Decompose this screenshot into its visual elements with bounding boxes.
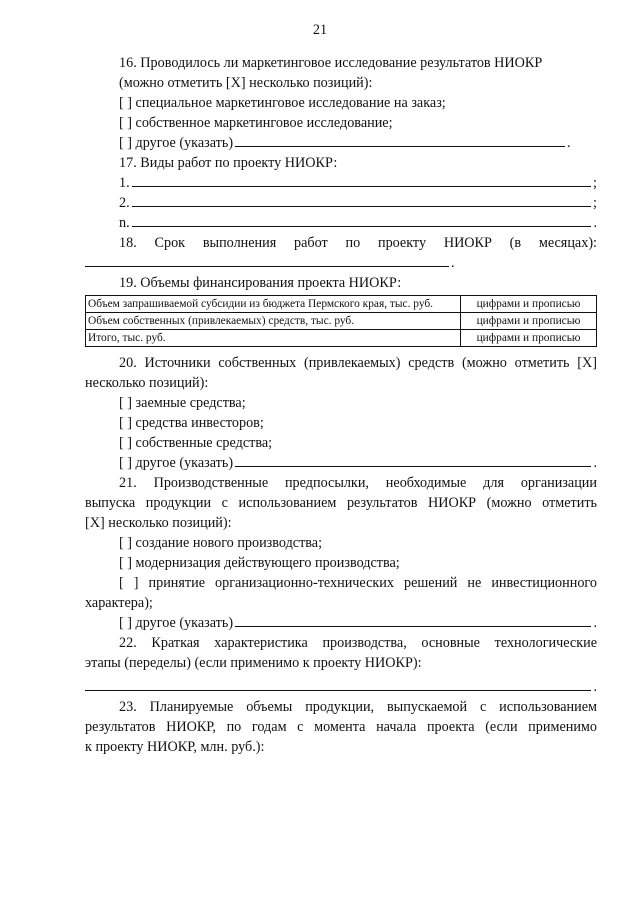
financing-label-subsidy: Объем запрашиваемой субсидии из бюджета Пермского края, тыс. руб. (86, 296, 461, 313)
form-content (85, 53, 597, 757)
q17-item-n (85, 213, 597, 233)
q20-option-loans: [ ] заемные средства; (119, 395, 246, 411)
q17-title: 17. Виды работ по проекту НИОКР: (119, 155, 338, 171)
financing-table (85, 295, 597, 347)
q22-answer-end: . (593, 679, 597, 695)
q17-item-n-blank[interactable] (132, 213, 592, 227)
q17-item-1-end: ; (593, 175, 597, 191)
q17-item-2-blank[interactable] (132, 193, 591, 207)
q17-item-2-end: ; (593, 195, 597, 211)
financing-label-own-funds: Объем собственных (привлекаемых) средств, тыс. руб. (86, 313, 461, 330)
q20-title-line1: 20. Источники собственных (привлекаемых) средств (можно отметить [X] (119, 355, 597, 371)
page-number: 21 (312, 22, 328, 38)
q21-option-modernization: [ ] модернизация действующего производства; (119, 555, 400, 571)
q17-item-n-end: . (593, 215, 597, 231)
q17-item-n-number: n. (119, 215, 130, 231)
q16-other-end: . (567, 135, 571, 151)
q23-title-line2: результатов НИОКР, по годам с момента начала проекта (если применимо (85, 719, 597, 735)
table-row (86, 313, 597, 330)
q21-option-org-decisions-line1: [ ] принятие организационно-технических решений не инвестиционного (119, 575, 597, 591)
table-row (86, 296, 597, 313)
q20-option-other (85, 453, 597, 473)
q20-other-blank[interactable] (235, 453, 591, 467)
financing-value-total[interactable]: цифрами и прописью (461, 330, 597, 347)
q18-text: 18. Срок выполнения работ по проекту НИОКР (в месяцах): (119, 235, 597, 251)
q18-answer-line (85, 253, 597, 273)
q20-title-line2: несколько позиций): (85, 375, 209, 391)
q17-item-1-blank[interactable] (132, 173, 591, 187)
q21-title-line3: [X] несколько позиций): (85, 515, 232, 531)
q21-title-line1: 21. Производственные предпосылки, необходимые для организации (119, 475, 597, 491)
q22-answer-line (85, 677, 597, 697)
q17-item-1 (85, 173, 597, 193)
q21-option-new-production: [ ] создание нового производства; (119, 535, 323, 551)
q21-other-blank[interactable] (235, 613, 591, 627)
q21-title-line2: выпуска продукции с использованием результатов НИОКР (можно отметить (85, 495, 597, 511)
q20-option-own-funds: [ ] собственные средства; (119, 435, 273, 451)
q20-other-label: [ ] другое (указать) (119, 455, 234, 471)
q16-option-special-study: [ ] специальное маркетинговое исследование на заказ; (119, 95, 446, 111)
q21-other-end: . (593, 615, 597, 631)
q17-item-1-number: 1. (119, 175, 130, 191)
q18-answer-blank[interactable] (85, 253, 449, 267)
q20-other-end: . (593, 455, 597, 471)
financing-label-total: Итого, тыс. руб. (86, 330, 461, 347)
q16-other-label: [ ] другое (указать) (119, 135, 234, 151)
q16-option-own-study: [ ] собственное маркетинговое исследование; (119, 115, 393, 131)
q22-title-line2: этапы (переделы) (если применимо к проекту НИОКР): (85, 655, 422, 671)
q21-other-label: [ ] другое (указать) (119, 615, 234, 631)
q23-title-line3: к проекту НИОКР, млн. руб.): (85, 739, 265, 755)
q16-title-line2: (можно отметить [X] несколько позиций): (119, 75, 373, 91)
financing-value-own-funds[interactable]: цифрами и прописью (461, 313, 597, 330)
q16-title-line1: 16. Проводилось ли маркетинговое исследование результатов НИОКР (119, 55, 543, 71)
q21-option-org-decisions-line2: характера); (85, 595, 153, 611)
q17-item-2-number: 2. (119, 195, 130, 211)
q17-item-2 (85, 193, 597, 213)
table-row (86, 330, 597, 347)
financing-value-subsidy[interactable]: цифрами и прописью (461, 296, 597, 313)
q18-answer-end: . (451, 255, 455, 271)
q16-option-other (85, 133, 597, 153)
q20-option-investors: [ ] средства инвесторов; (119, 415, 264, 431)
q19-title: 19. Объемы финансирования проекта НИОКР: (119, 275, 402, 291)
q16-other-blank[interactable] (235, 133, 565, 147)
q23-title-line1: 23. Планируемые объемы продукции, выпускаемой с использованием (119, 699, 597, 715)
q21-option-other (85, 613, 597, 633)
q22-title-line1: 22. Краткая характеристика производства, основные технологические (119, 635, 597, 651)
q22-answer-blank[interactable] (85, 677, 591, 691)
